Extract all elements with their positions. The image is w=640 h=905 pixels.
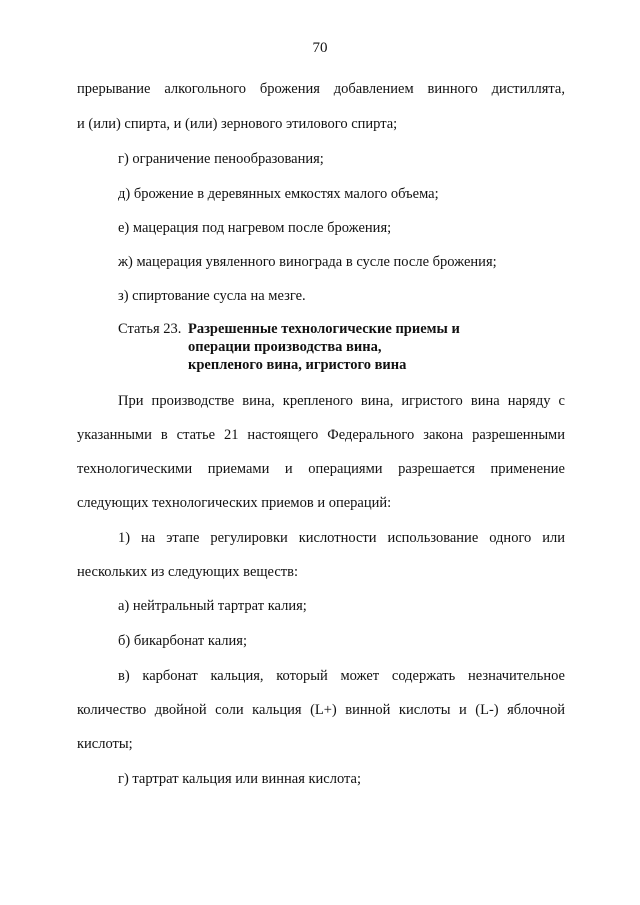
paragraph-line: следующих технологических приемов и операций: bbox=[77, 495, 392, 511]
paragraph-line: технологическими приемами и операциями разрешается применение bbox=[77, 461, 565, 477]
page-number: 70 bbox=[312, 40, 328, 56]
list-item: е) мацерация под нагревом после брожения; bbox=[118, 220, 392, 236]
article-title-line: Разрешенные технологические приемы и bbox=[188, 321, 460, 337]
paragraph-line: 1) на этапе регулировки кислотности использование одного или bbox=[118, 530, 565, 546]
list-item: з) спиртование сусла на мезге. bbox=[118, 288, 306, 304]
text-line: и (или) спирта, и (или) зернового этилового спирта; bbox=[77, 116, 398, 132]
list-item: г) тартрат кальция или винная кислота; bbox=[118, 771, 361, 787]
paragraph-line: кислоты; bbox=[77, 736, 133, 752]
article-number: Статья 23. bbox=[118, 321, 182, 337]
list-item: в) карбонат кальция, который может содержать незначительное bbox=[118, 668, 565, 684]
list-item: а) нейтральный тартрат калия; bbox=[118, 598, 307, 614]
article-title bbox=[188, 320, 460, 374]
paragraph-line: количество двойной соли кальция (L+) винной кислоты и (L-) яблочной bbox=[77, 702, 565, 718]
list-item: г) ограничение пенообразования; bbox=[118, 151, 324, 167]
paragraph-line: нескольких из следующих веществ: bbox=[77, 564, 298, 580]
article-title-line: крепленого вина, игристого вина bbox=[188, 357, 407, 373]
article-title-line: операции производства вина, bbox=[188, 339, 382, 355]
text-line: прерывание алкогольного брожения добавлением винного дистиллята, bbox=[77, 81, 565, 97]
list-item: д) брожение в деревянных емкостях малого объема; bbox=[118, 186, 439, 202]
list-item: б) бикарбонат калия; bbox=[118, 633, 247, 649]
list-item: ж) мацерация увяленного винограда в сусле после брожения; bbox=[118, 254, 497, 270]
paragraph-line: указанными в статье 21 настоящего Федерального закона разрешенными bbox=[77, 427, 565, 443]
paragraph-line: При производстве вина, крепленого вина, игристого вина наряду с bbox=[118, 393, 565, 409]
